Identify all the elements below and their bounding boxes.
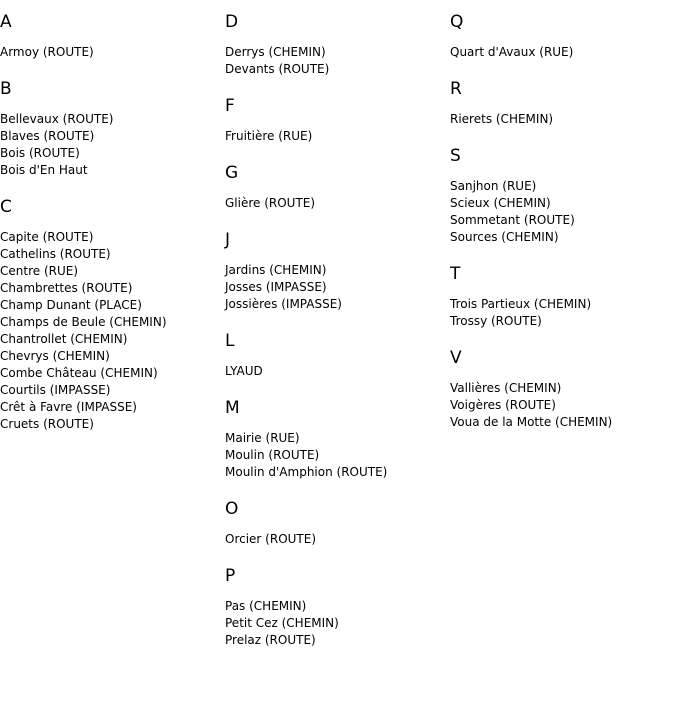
letter-heading: B xyxy=(0,79,12,99)
street-link[interactable]: Orcier (ROUTE) xyxy=(225,532,317,546)
street-link[interactable]: Petit Cez (CHEMIN) xyxy=(225,616,339,630)
street-link[interactable]: Crêt à Favre (IMPASSE) xyxy=(0,400,137,414)
letter-group-o xyxy=(225,499,445,548)
street-list xyxy=(450,44,670,61)
street-link[interactable]: Prelaz (ROUTE) xyxy=(225,633,316,647)
letter-group-b xyxy=(0,79,220,179)
street-link[interactable]: Pas (CHEMIN) xyxy=(225,599,307,613)
letter-group-r xyxy=(450,79,670,128)
street-list xyxy=(225,363,445,380)
street-list xyxy=(450,296,670,330)
street-link[interactable]: Moulin d'Amphion (ROUTE) xyxy=(225,465,388,479)
street-list xyxy=(225,531,445,548)
street-list xyxy=(225,128,445,145)
street-link[interactable]: Vallières (CHEMIN) xyxy=(450,381,562,395)
street-link[interactable]: Fruitière (RUE) xyxy=(225,129,313,143)
street-link[interactable]: Bellevaux (ROUTE) xyxy=(0,112,114,126)
street-link[interactable]: Capite (ROUTE) xyxy=(0,230,94,244)
street-list xyxy=(450,111,670,128)
street-link[interactable]: Sommetant (ROUTE) xyxy=(450,213,575,227)
letter-heading: G xyxy=(225,163,239,183)
street-link[interactable]: Champ Dunant (PLACE) xyxy=(0,298,142,312)
letter-heading: Q xyxy=(450,12,464,32)
letter-group-d xyxy=(225,12,445,78)
street-link[interactable]: Devants (ROUTE) xyxy=(225,62,330,76)
letter-heading: L xyxy=(225,331,235,351)
street-list xyxy=(0,111,220,179)
letter-heading: S xyxy=(450,146,461,166)
street-link[interactable]: Voigères (ROUTE) xyxy=(450,398,556,412)
letter-group-q xyxy=(450,12,670,61)
street-list xyxy=(450,178,670,246)
street-list xyxy=(225,262,445,313)
street-link[interactable]: Blaves (ROUTE) xyxy=(0,129,95,143)
letter-heading: C xyxy=(0,197,12,217)
street-link[interactable]: Combe Château (CHEMIN) xyxy=(0,366,158,380)
street-link[interactable]: Rierets (CHEMIN) xyxy=(450,112,554,126)
letter-heading: F xyxy=(225,96,235,116)
letter-group-l xyxy=(225,331,445,380)
street-link[interactable]: Glière (ROUTE) xyxy=(225,196,316,210)
letter-heading: R xyxy=(450,79,462,99)
letter-heading: P xyxy=(225,566,236,586)
street-link[interactable]: Derrys (CHEMIN) xyxy=(225,45,326,59)
letter-heading: V xyxy=(450,348,462,368)
street-index-column xyxy=(225,12,445,667)
letter-group-c xyxy=(0,197,220,433)
street-link[interactable]: Bois d'En Haut xyxy=(0,163,88,177)
street-list xyxy=(450,380,670,431)
street-link[interactable]: Chantrollet (CHEMIN) xyxy=(0,332,128,346)
letter-group-m xyxy=(225,398,445,481)
letter-group-v xyxy=(450,348,670,431)
street-link[interactable]: Bois (ROUTE) xyxy=(0,146,80,160)
letter-group-f xyxy=(225,96,445,145)
letter-heading: O xyxy=(225,499,239,519)
street-link[interactable]: Champs de Beule (CHEMIN) xyxy=(0,315,167,329)
letter-group-a xyxy=(0,12,220,61)
street-list xyxy=(225,598,445,649)
street-list xyxy=(225,430,445,481)
street-link[interactable]: Jossières (IMPASSE) xyxy=(225,297,342,311)
letter-group-s xyxy=(450,146,670,246)
street-link[interactable]: Trossy (ROUTE) xyxy=(450,314,542,328)
street-link[interactable]: Chambrettes (ROUTE) xyxy=(0,281,133,295)
letter-group-g xyxy=(225,163,445,212)
street-link[interactable]: Chevrys (CHEMIN) xyxy=(0,349,110,363)
letter-heading: M xyxy=(225,398,240,418)
street-link[interactable]: Quart d'Avaux (RUE) xyxy=(450,45,574,59)
street-link[interactable]: Trois Partieux (CHEMIN) xyxy=(450,297,592,311)
street-link[interactable]: Mairie (RUE) xyxy=(225,431,300,445)
letter-group-j xyxy=(225,230,445,313)
letter-heading: A xyxy=(0,12,12,32)
letter-heading: T xyxy=(450,264,461,284)
letter-heading: J xyxy=(225,230,231,250)
letter-group-p xyxy=(225,566,445,649)
street-link[interactable]: Cruets (ROUTE) xyxy=(0,417,94,431)
street-link[interactable]: Voua de la Motte (CHEMIN) xyxy=(450,415,613,429)
street-link[interactable]: Josses (IMPASSE) xyxy=(225,280,327,294)
letter-heading: D xyxy=(225,12,239,32)
street-link[interactable]: Sanjhon (RUE) xyxy=(450,179,537,193)
street-index-column xyxy=(0,12,220,451)
street-index-column xyxy=(450,12,670,449)
street-link[interactable]: Jardins (CHEMIN) xyxy=(225,263,327,277)
street-list xyxy=(225,44,445,78)
street-link[interactable]: Moulin (ROUTE) xyxy=(225,448,320,462)
letter-group-t xyxy=(450,264,670,330)
street-list xyxy=(0,229,220,433)
street-link[interactable]: Scieux (CHEMIN) xyxy=(450,196,551,210)
street-link[interactable]: Sources (CHEMIN) xyxy=(450,230,559,244)
street-list xyxy=(0,44,220,61)
street-link[interactable]: Cathelins (ROUTE) xyxy=(0,247,111,261)
street-link[interactable]: Armoy (ROUTE) xyxy=(0,45,94,59)
street-link[interactable]: LYAUD xyxy=(225,364,263,378)
street-link[interactable]: Centre (RUE) xyxy=(0,264,79,278)
street-list xyxy=(225,195,445,212)
street-link[interactable]: Courtils (IMPASSE) xyxy=(0,383,111,397)
